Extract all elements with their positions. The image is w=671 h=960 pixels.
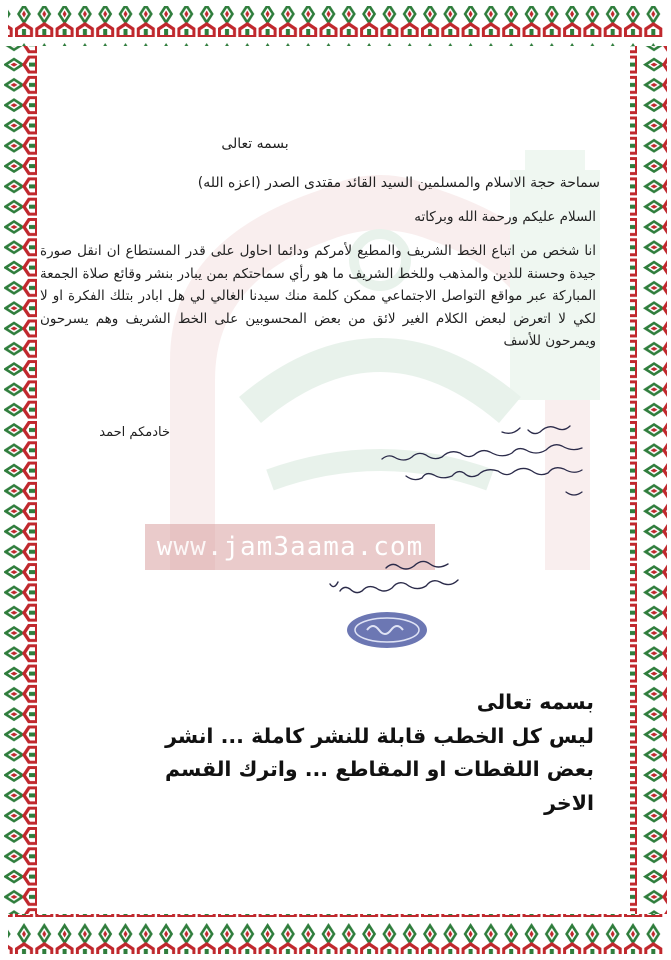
- top-border: [8, 6, 663, 46]
- letter-signer: خادمكم احمد: [99, 425, 170, 440]
- reply-line: الاخر: [544, 790, 594, 815]
- letter-salutation: السلام عليكم ورحمة الله وبركاته: [414, 209, 596, 225]
- letter-body: انا شخص من اتباع الخط الشريف والمطيع لأمركم ودائما احاول على قدر المستطاع ان انقل صورة جيدة وحسنة للدين والمذهب وللخط الشريف ما هو رأي سماحتكم بمن يبادر بنشر وقائع صلاة الجمعة المباركة عبر مواقع التواصل الاجتماعي ممكن كلمة منك سيدنا الغالي لي هل ابادر بتلك الفكرة او لا لكي لا اتعرض لبعض الكلام الغير لائق من بعض المحسوبين على الخط الشريف وهم يسرحون ويمرحون للأسف: [40, 243, 596, 349]
- handwritten-signature-date: [318, 556, 468, 600]
- reply-transcription: [110, 686, 594, 820]
- letter-greeting: بسمه تعالى: [221, 136, 289, 152]
- reply-line: ليس كل الخطب قابلة للنشر كاملة ... انشر: [165, 723, 594, 748]
- reply-line: بعض اللقطات او المقاطع ... واترك القسم: [165, 757, 594, 781]
- left-border: [4, 46, 44, 914]
- reply-line: بسمه تعالى: [476, 690, 594, 714]
- right-border: [627, 46, 667, 914]
- bottom-border: [8, 914, 663, 954]
- letter-address: سماحة حجة الاسلام والمسلمين السيد القائد مقتدى الصدر (اعزه الله): [197, 175, 600, 191]
- watermark-url: www.jam3aama.com: [145, 524, 435, 570]
- seal-stamp: [345, 610, 429, 650]
- handwritten-reply: [320, 418, 590, 508]
